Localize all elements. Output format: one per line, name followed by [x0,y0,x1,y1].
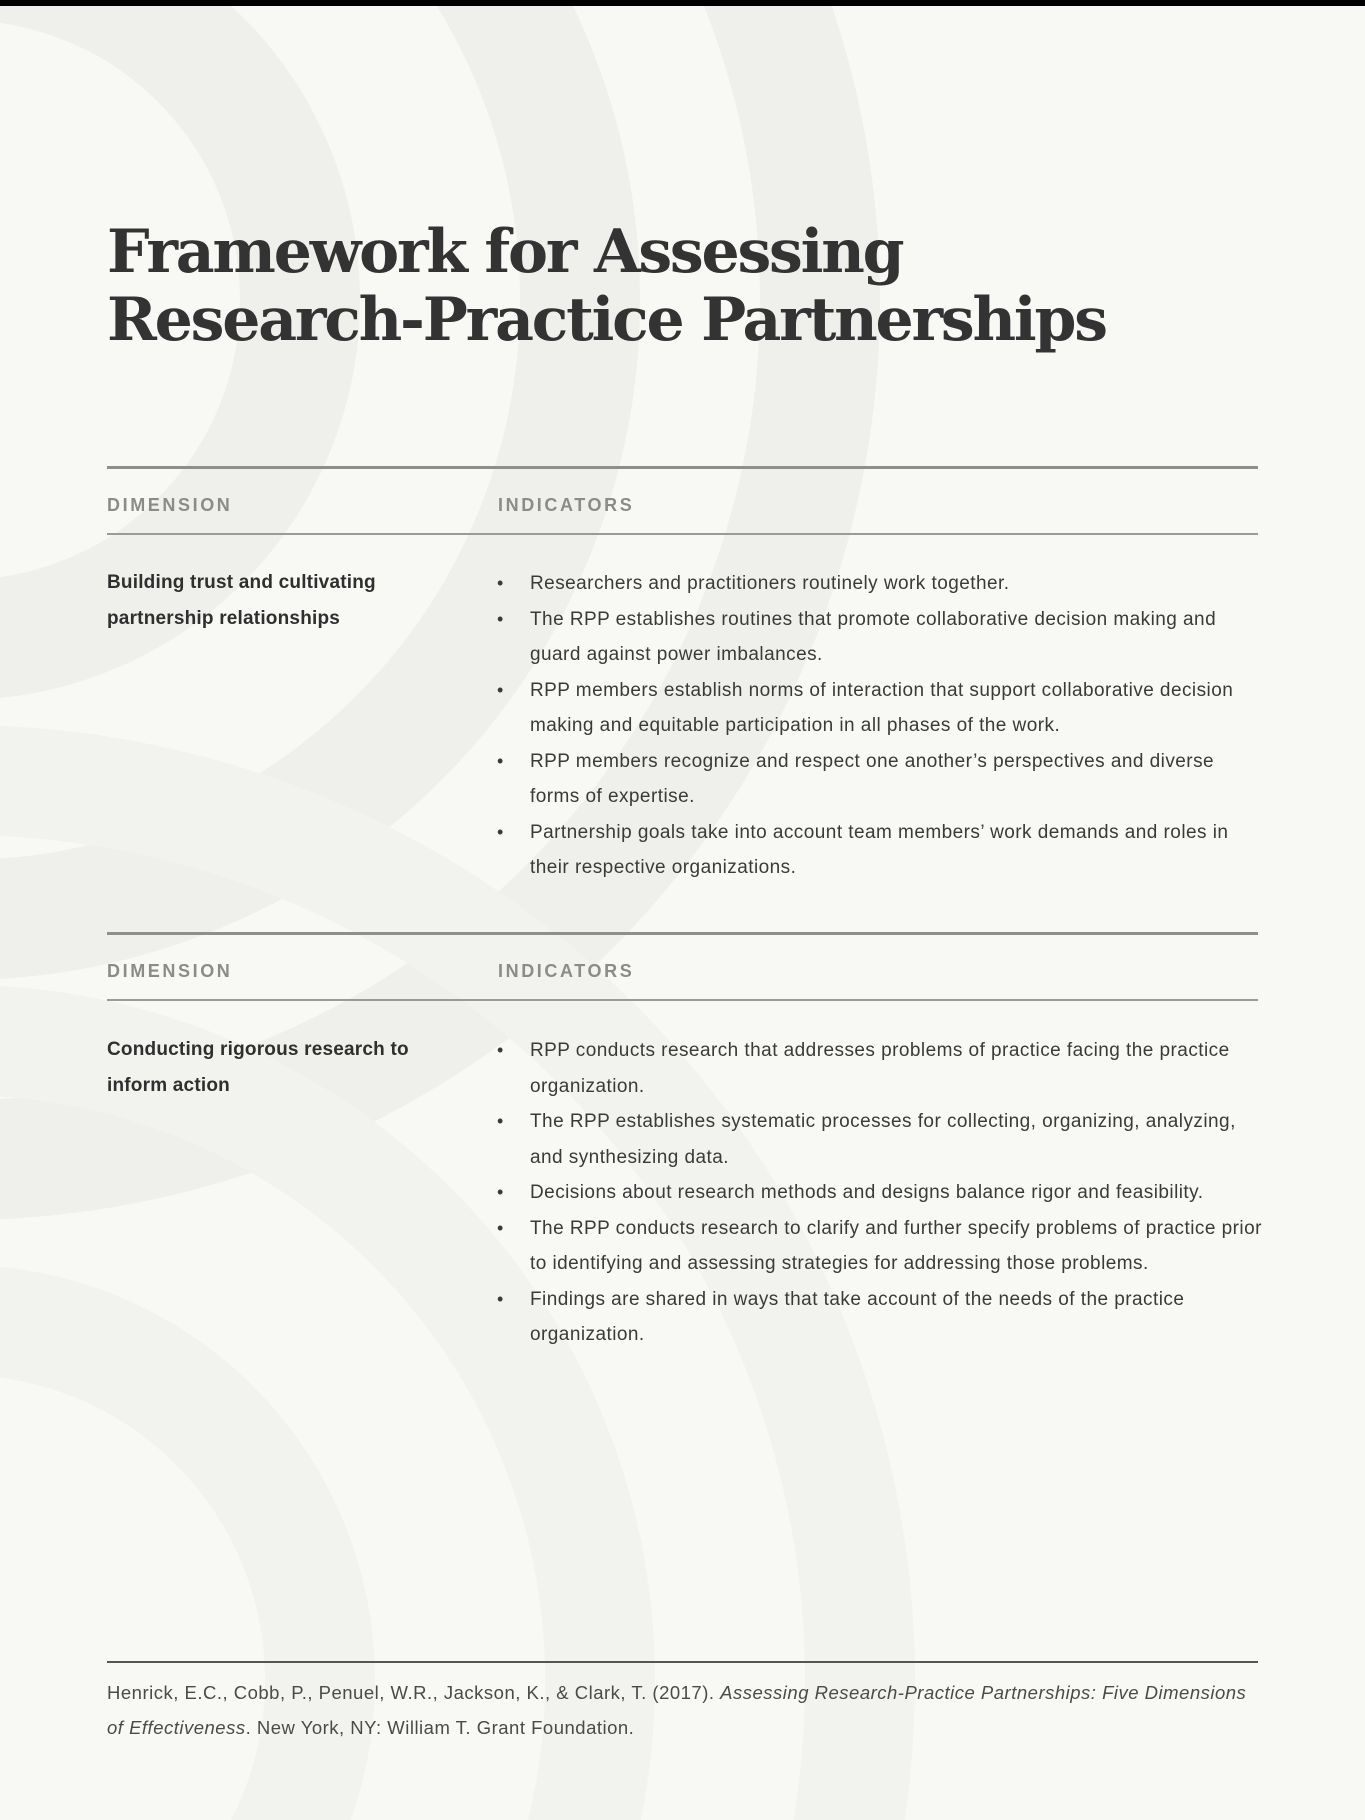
section-1-indicators-header: INDICATORS [498,495,635,515]
section-2-dimension [107,1032,467,1104]
citation-publisher: . New York, NY: William T. Grant Foundation. [245,1717,635,1738]
section-2-header-rule [107,999,1258,1001]
bullet-icon: • [497,1217,504,1238]
indicator-item: • Partnership goals take into account team members’ work demands and roles in their respective organizations. [497,815,1267,886]
section-1-dimension-header: DIMENSION [107,495,233,515]
indicator-item: • RPP members establish norms of interaction that support collaborative decision making and equitable participation in all phases of the work. [497,673,1267,744]
section-2-indicators-header: INDICATORS [498,961,635,981]
indicator-item: • Researchers and practitioners routinely work together. [497,566,1267,602]
dimension-line-2: partnership relationships [107,608,341,629]
indicator-item: • Findings are shared in ways that take account of the needs of the practice organization. [497,1282,1267,1353]
title-line-1: Framework for Assessing [107,217,903,287]
section-1-top-rule [107,466,1258,469]
section-2-dimension-header: DIMENSION [107,961,233,981]
dimension-line-1: Conducting rigorous research to [107,1039,409,1060]
title-line-2: Research-Practice Partnerships [107,285,1106,355]
page-title [107,218,1106,354]
bullet-icon: • [497,573,504,593]
citation-rule [107,1661,1258,1663]
citation-title: Assessing Research-Practice Partnerships: Five Dimensions of Effectiveness [107,1682,1247,1738]
section-2-top-rule [107,932,1258,935]
section-1-indicator-list [497,566,1267,886]
indicator-item: • RPP conducts research that addresses problems of practice facing the practice organization. [497,1033,1267,1104]
bullet-icon: • [497,608,504,629]
indicator-item: • RPP members recognize and respect one another’s perspectives and diverse forms of expertise. [497,744,1267,815]
bullet-icon: • [497,1040,504,1060]
citation [107,1675,1267,1745]
indicator-item: • The RPP conducts research to clarify and further specify problems of practice prior to identifying and assessing strategies for addressing those problems. [497,1211,1267,1282]
bullet-icon: • [497,1111,504,1131]
citation-authors: Henrick, E.C., Cobb, P., Penuel, W.R., Jackson, K., & Clark, T. (2017). [107,1682,721,1703]
bullet-icon: • [497,1288,504,1309]
top-border-strip [0,0,1365,6]
indicator-item: • Decisions about research methods and designs balance rigor and feasibility. [497,1175,1267,1211]
section-1-header-rule [107,533,1258,535]
indicator-item: • The RPP establishes routines that promote collaborative decision making and guard against power imbalances. [497,602,1267,673]
section-1-dimension [107,565,467,637]
dimension-line-2: inform action [107,1075,230,1096]
dimension-line-1: Building trust and cultivating [107,572,376,593]
indicator-item: • The RPP establishes systematic processes for collecting, organizing, analyzing, and synthesizing data. [497,1104,1267,1175]
bullet-icon: • [497,821,504,842]
bullet-icon: • [497,750,504,771]
section-2-indicator-list [497,1033,1267,1353]
bullet-icon: • [497,1182,504,1202]
bullet-icon: • [497,679,504,700]
